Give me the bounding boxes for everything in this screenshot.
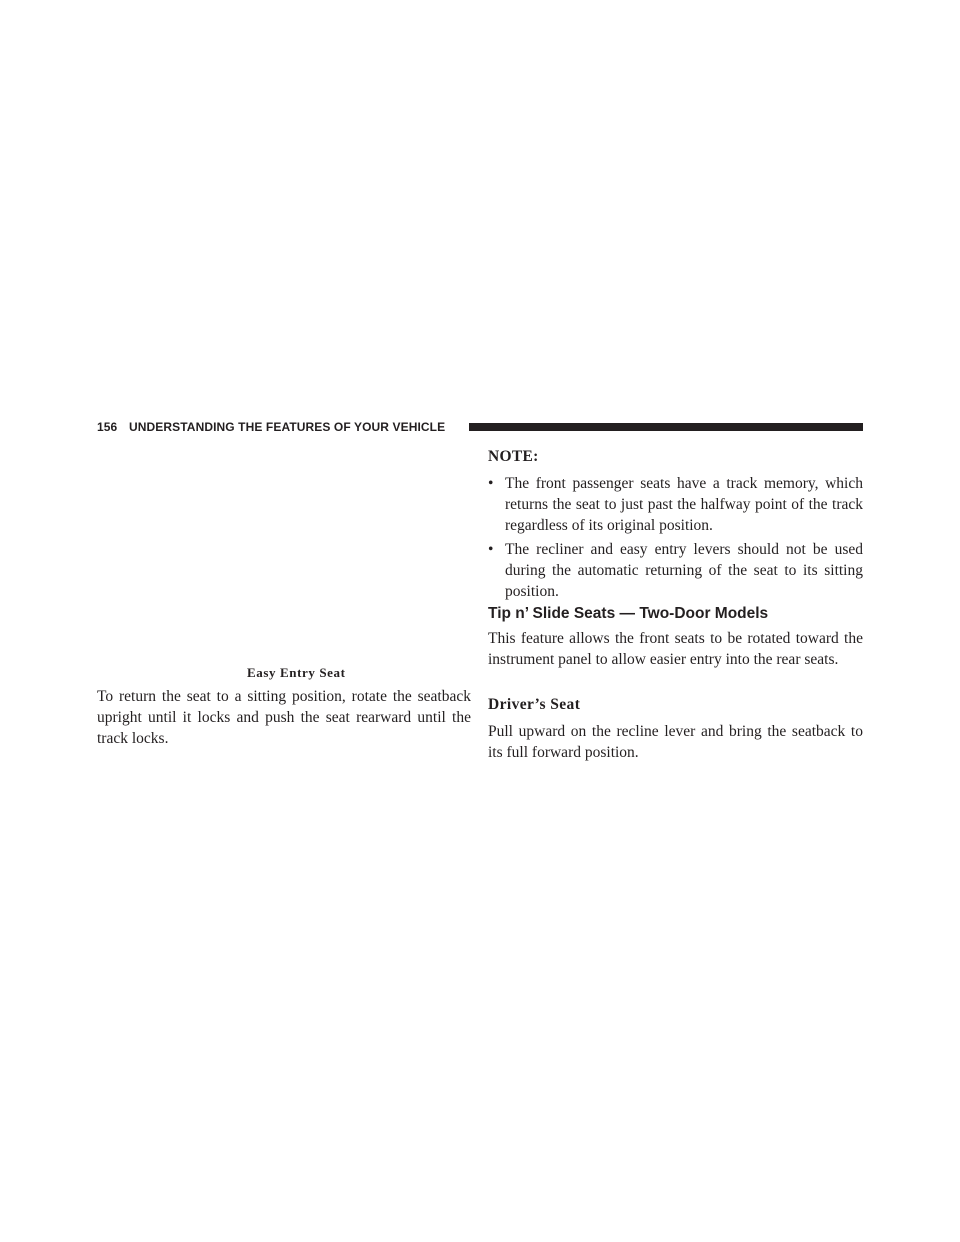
driver-paragraph: Pull upward on the recline lever and bring the seatback to its full forward position. (488, 723, 863, 761)
section-heading: Tip n’ Slide Seats — Two-Door Models (488, 605, 769, 622)
left-column (97, 686, 471, 749)
bullet-text: The front passenger seats have a track memory, which returns the seat to just past the halfway point of the track regardless of its original position. (505, 475, 863, 534)
bullet-icon: • (488, 475, 494, 492)
page-header (97, 418, 863, 436)
note-bullet (488, 473, 863, 536)
bullet-text: The recliner and easy entry levers should not be used during the automatic returning of the seat to its sitting position. (505, 541, 863, 600)
intro-block (488, 628, 863, 670)
figure-caption: Easy Entry Seat (247, 665, 346, 680)
bullet-icon: • (488, 541, 494, 558)
note-label: NOTE: (488, 448, 539, 465)
header-rule (469, 423, 863, 431)
driver-block (488, 721, 863, 763)
subheading: Driver’s Seat (488, 696, 581, 713)
page-number: 156 (97, 420, 118, 434)
section-title: UNDERSTANDING THE FEATURES OF YOUR VEHICLE (129, 420, 446, 434)
return-seat-paragraph: To return the seat to a sitting position, rotate the seatback upright until it locks and push the seat rearward until the track locks. (97, 688, 471, 747)
note-bullet (488, 539, 863, 602)
intro-paragraph: This feature allows the front seats to be rotated toward the instrument panel to allow easier entry into the rear seats. (488, 630, 863, 668)
